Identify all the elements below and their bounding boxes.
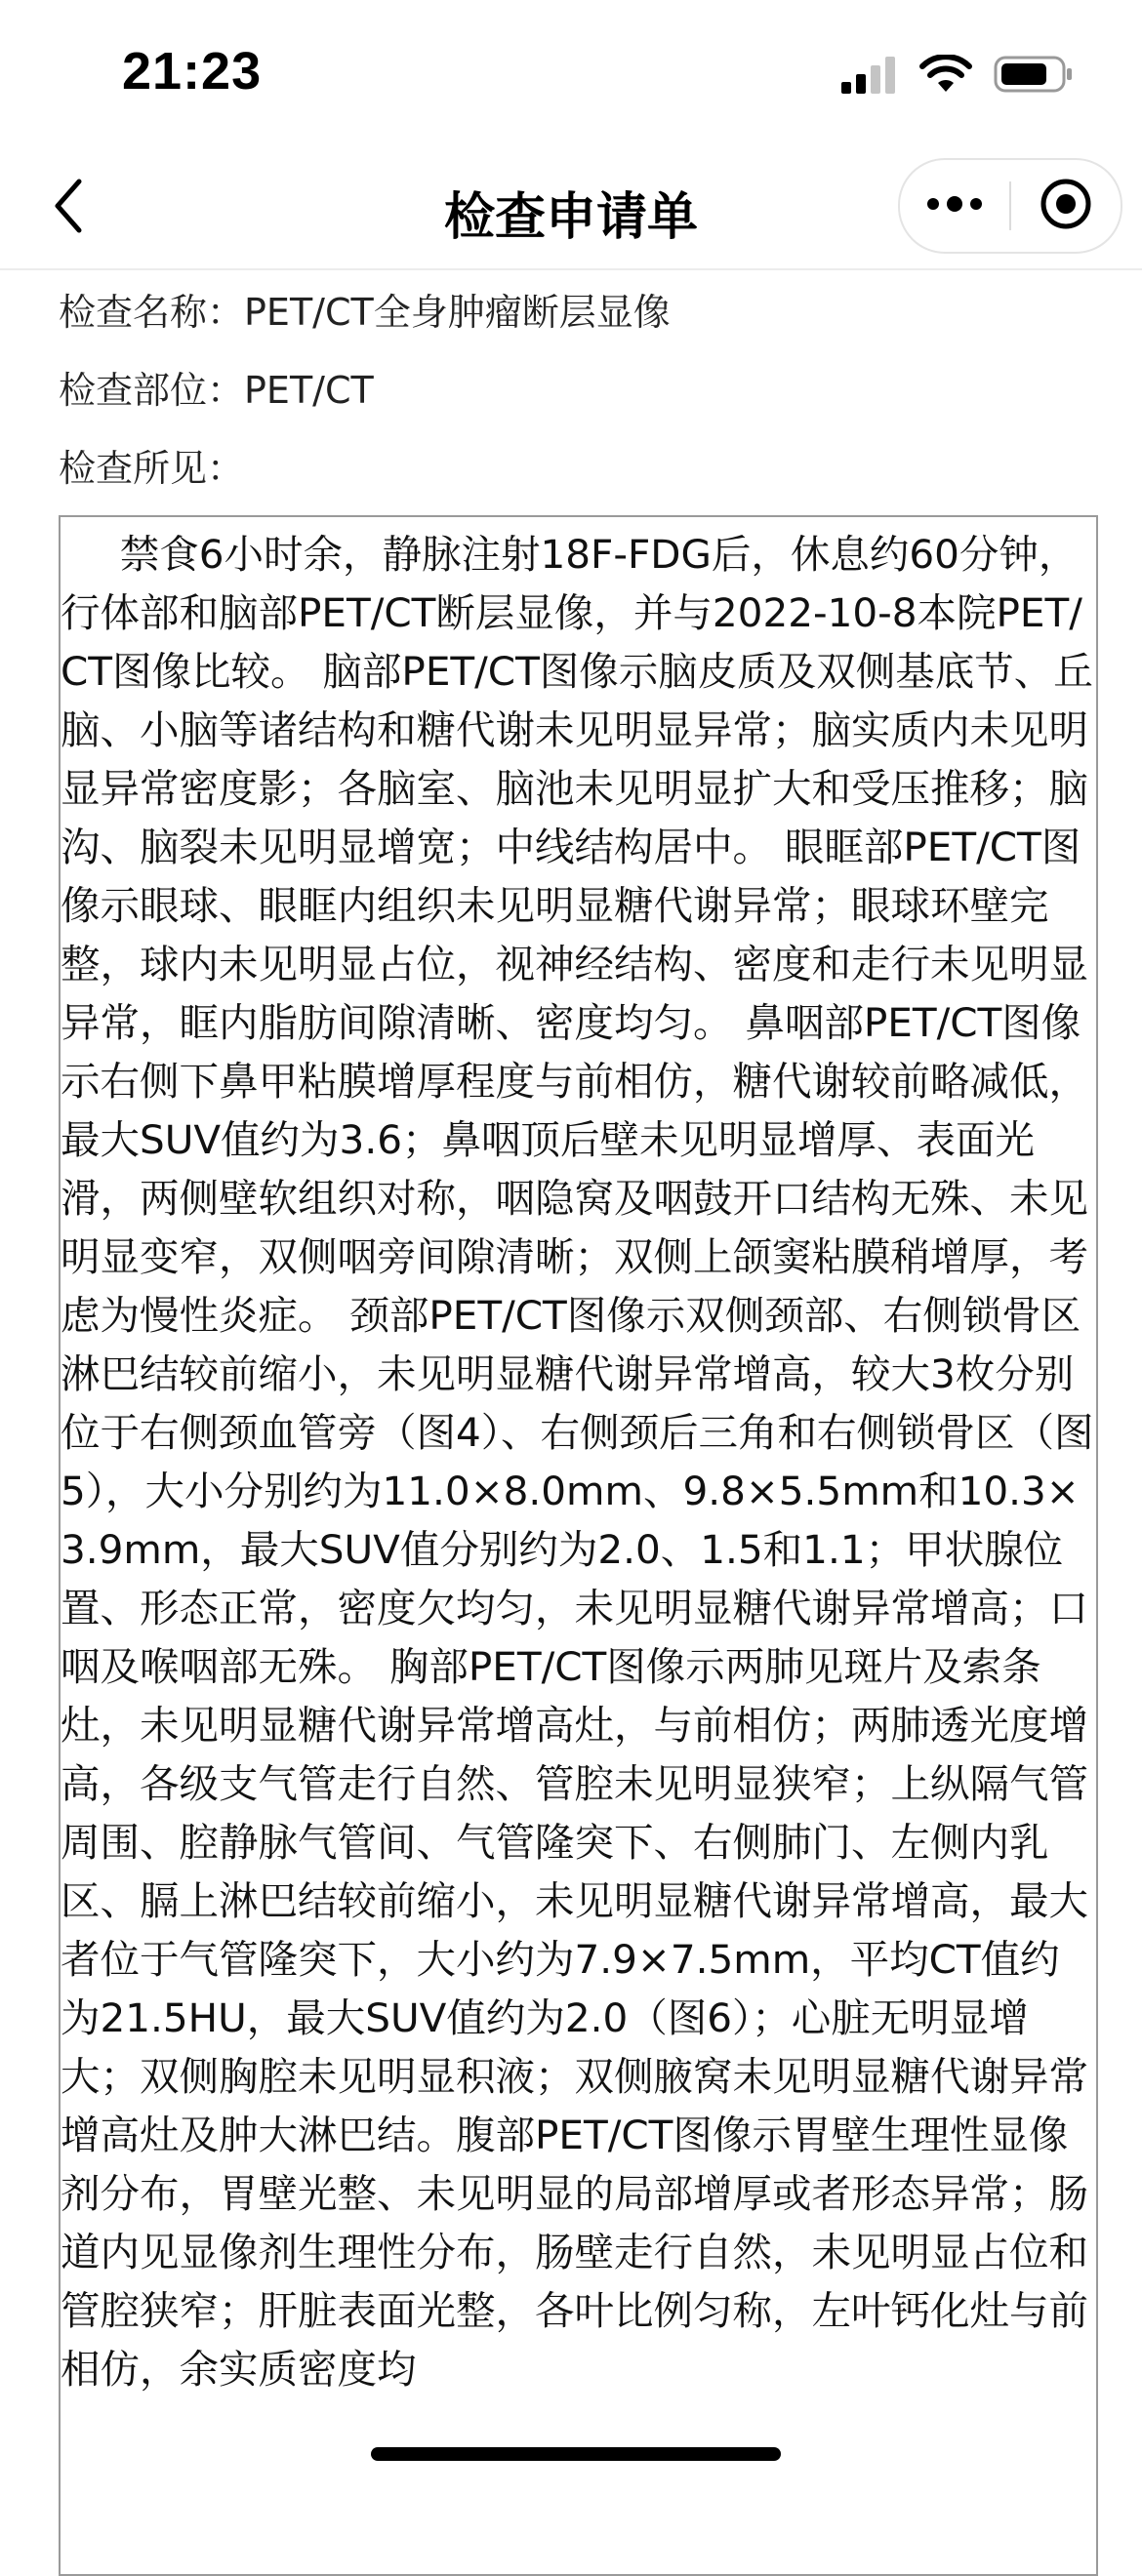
status-time: 21:23 <box>122 42 263 101</box>
battery-icon <box>994 55 1074 98</box>
page-title: 检查申请单 <box>443 188 698 247</box>
exam-content <box>59 273 1098 2576</box>
exam-findings-label: 检查所见： <box>59 447 245 490</box>
exam-findings-label-row <box>59 429 1098 507</box>
target-circle-icon <box>1039 177 1093 235</box>
wifi-icon <box>919 55 972 98</box>
exam-site-label: 检查部位： <box>59 369 245 412</box>
status-icons <box>841 55 1074 98</box>
exam-site-value: PET/CT <box>244 369 374 412</box>
more-dots-icon <box>925 194 984 218</box>
exam-name-label: 检查名称： <box>59 291 245 334</box>
more-button[interactable] <box>900 160 1009 252</box>
findings-text[interactable]: 禁食6小时余，静脉注射18F-FDG后，休息约60分钟，行体部和脑部PET/CT断层显像，并与2022-10-8本院PET/CT图像比较。 脑部PET/CT图像示脑皮质及双侧基底节、丘脑、小脑等诸结构和糖代谢未见明显异常；脑实质内未见明显异常密度影；各脑室、脑池未见明显扩大和受压推移；脑沟、脑裂未见明显增宽；中线结构居中。 眼眶部PET/CT图像示眼球、眼眶内组织未见明显糖代谢异常；眼球环壁完整，球内未见明显占位，视神经结构、密度和走行未见明显异常，眶内脂肪间隙清晰、密度均匀。 鼻咽部PET/CT图像示右侧下鼻甲粘膜增厚程度与前相仿，糖代谢较前略减低，最大SUV值约为3.6；鼻咽顶后壁未见明显增厚、表面光滑，两侧壁软组织对称，咽隐窝及咽鼓开口结构无殊、未见明显变窄，双侧咽旁间隙清晰；双侧上颌窦粘膜稍增厚，考虑为慢性炎症。 颈部PET/CT图像示双侧颈部、右侧锁骨区淋巴结较前缩小，未见明显糖代谢异常增高，较大3枚分别位于右侧颈血管旁（图4）、右侧颈后三角和右侧锁骨区（图5），大小分别约为11.0×8.0mm、9.8×5.5mm和10.3×3.9mm，最大SUV值分别约为2.0、1.5和1.1；甲状腺位置、形态正常，密度欠均匀，未见明显糖代谢异常增高；口咽及喉咽部无殊。 胸部PET/CT图像示两肺见斑片及索条灶，未见明显糖代谢异常增高灶，与前相仿；两肺透光度增高，各级支气管走行自然、管腔未见明显狭窄；上纵隔气管周围、腔静脉气管间、气管隆突下、右侧肺门、左侧内乳区、膈上淋巴结较前缩小，未见明显糖代谢异常增高，最大者位于气管隆突下，大小约为7.9×7.5mm，平均CT值约为21.5HU，最大SUV值约为2.0（图6）；心脏无明显增大；双侧胸腔未见明显积液；双侧腋窝未见明显糖代谢异常增高灶及肿大淋巴结。腹部PET/CT图像示胃壁生理性显像剂分布，胃壁光整、未见明显的局部增厚或者形态异常；肠道内见显像剂生理性分布，肠壁走行自然，未见明显占位和管腔狭窄；肝脏表面光整，各叶比例匀称，左叶钙化灶与前相仿，余实质密度均 <box>59 515 1098 2576</box>
mini-program-capsule <box>898 158 1122 254</box>
nav-bar <box>0 146 1142 270</box>
exam-name-row <box>59 273 1098 351</box>
status-bar <box>0 0 1142 146</box>
cellular-signal-icon <box>841 55 898 98</box>
home-indicator <box>371 2447 781 2461</box>
exam-name-value: PET/CT全身肿瘤断层显像 <box>244 291 671 334</box>
exam-site-row <box>59 351 1098 429</box>
close-button[interactable] <box>1011 160 1121 252</box>
